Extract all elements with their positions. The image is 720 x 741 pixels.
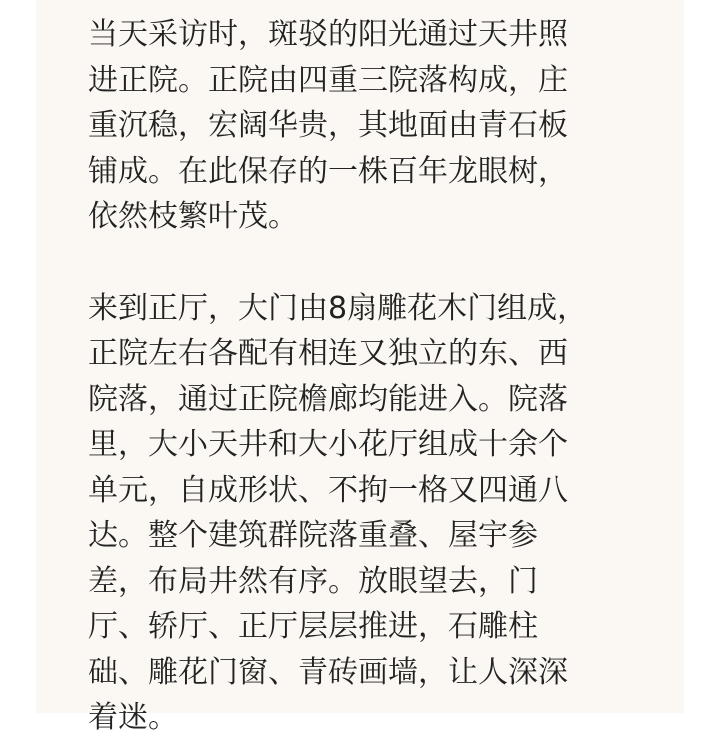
text-line: 重沉稳，宏阔华贵，其地面由青石板 xyxy=(88,108,568,143)
text-line: 单元，自成形状、不拘一格又四通八 xyxy=(88,472,568,508)
text-line: 当天采访时，斑驳的阳光通过天井照 xyxy=(88,17,568,52)
text-line: 厅、轿厅、正厅层层推进，石雕柱 xyxy=(88,609,538,644)
article-body xyxy=(88,12,648,741)
text-line: 达。整个建筑群院落重叠、屋宇参 xyxy=(88,518,538,553)
article-paragraph-2 xyxy=(88,286,648,741)
text-line: 正院左右各配有相连又独立的东、西 xyxy=(88,336,568,371)
text-line: 铺成。在此保存的一株百年龙眼树， xyxy=(88,153,568,189)
text-line: 来到正厅，大门由8扇雕花木门组成， xyxy=(88,290,588,326)
text-line: 着迷。 xyxy=(88,700,178,735)
text-line: 院落，通过正院檐廊均能进入。院落 xyxy=(88,381,568,417)
text-line: 进正院。正院由四重三院落构成，庄 xyxy=(88,62,568,98)
text-line: 础、雕花门窗、青砖画墙，让人深深 xyxy=(88,654,568,690)
text-line: 差，布局井然有序。放眼望去，门 xyxy=(88,563,538,599)
paragraph-spacer xyxy=(88,240,648,286)
text-line: 里，大小天井和大小花厅组成十余个 xyxy=(88,427,568,462)
text-line: 依然枝繁叶茂。 xyxy=(88,199,298,234)
article-paragraph-1 xyxy=(88,12,648,240)
